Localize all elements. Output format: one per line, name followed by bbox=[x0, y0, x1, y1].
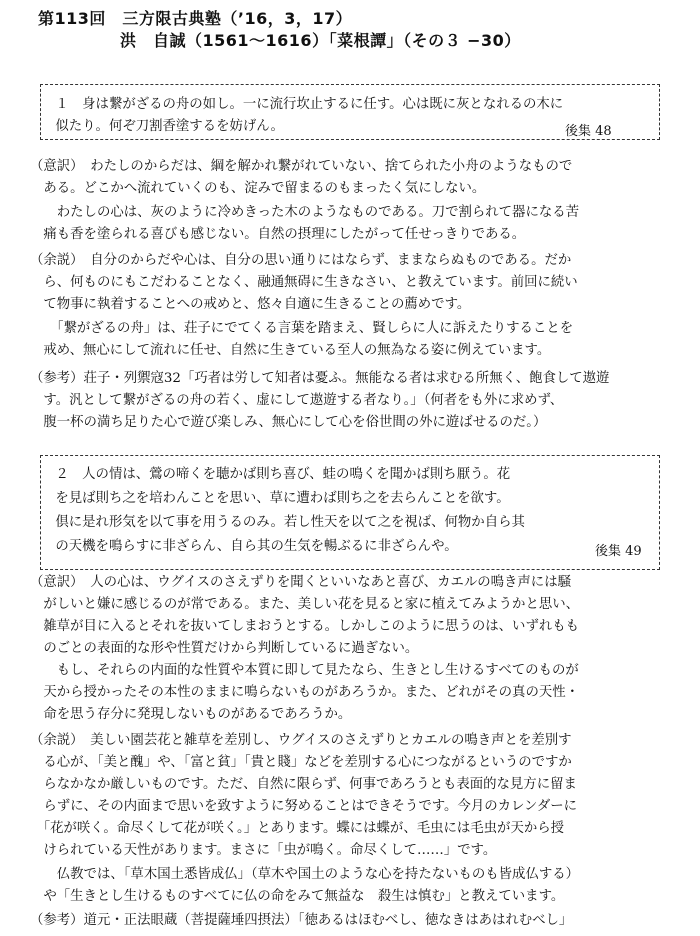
passage-2-commentary-line: らなかなか厳しいものです。ただ、自然に限らず、何事であろうとも表面的な見方に留ま bbox=[30, 777, 577, 792]
passage-2-commentary-line: 「花が咲く。命尽くして花が咲く。」とあります。蝶には蝶が、毛虫には毛虫が天から授 bbox=[30, 821, 565, 836]
passage-2-translation-line: もし、それらの内面的な性質や本質に即して見たなら、生きとし生けるすべてのものが bbox=[30, 663, 579, 678]
passage-2-commentary-line: らずに、その内面まで思いを致すように努めることはできそうです。今月のカレンダーに bbox=[30, 799, 578, 814]
passage-2-commentary-line: や「生きとし生けるものすべてに仏の命をみて無益な 殺生は慎む」と教えています。 bbox=[30, 889, 565, 904]
passage-2-translation-line: がしいと嫌に感じるのが常である。また、美しい花を見ると家に植えてみようかと思い、 bbox=[30, 597, 580, 612]
passage-1-reference-line: 腹一杯の満ち足りた心で遊び楽しみ、無心にして心を俗世間の外に遊ばせるのだ。） bbox=[30, 415, 547, 430]
passage-2-source: 後集 49 bbox=[595, 544, 642, 559]
passage-2-commentary-line: （余説） 美しい園芸花と雑草を差別し、ウグイスのさえずりとカエルの鳴き声とを差別す bbox=[30, 733, 572, 748]
passage-2-translation-line: 天から授かったその本性のままに鳴らないものがあろうか。また、どれがその真の天性・ bbox=[30, 685, 580, 700]
passage-2-commentary-line: る心が、「美と醜」や、「富と貧」「貴と賤」などを差別する心につながるというのですか bbox=[30, 755, 572, 770]
passage-1-translation-line: 痛も香を塗られる喜びも感じない。自然の摂理にしたがって任せっきりである。 bbox=[30, 227, 526, 242]
text-header: 洪 自誠（1561〜1616）「菜根譚」（その３ −30） bbox=[120, 31, 521, 50]
passage-1-reference-line: す。汎として繋がざるの舟の若く、虚にして遨遊する者なり。」（何者をも外に求めず、 bbox=[30, 393, 564, 408]
passage-2-line: を見ば則ち之を培わんことを思い、草に遭わば則ち之を去らんことを欲す。 bbox=[42, 491, 510, 506]
passage-2-translation-line: 雑草が目に入るとそれを抜いてしまおうとする。しかしこのように思うのは、いずれもも bbox=[30, 619, 580, 634]
passage-1-line: 似たり。何ぞ刀割香塗するを妨げん。 bbox=[42, 119, 284, 134]
passage-1-translation-line: わたしの心は、灰のように冷めきった木のようなものである。刀で割られて器になる苦 bbox=[30, 205, 580, 220]
passage-1-line: １ 身は繋がざるの舟の如し。一に流行坎止するに任す。心は既に灰となれるの木に bbox=[42, 97, 564, 112]
passage-1-commentary-line: 「繋がざるの舟」は、荘子にでてくる言葉を踏まえ、賢しらに人に訴えたりすることを bbox=[30, 321, 574, 336]
passage-1-translation-line: （意訳） わたしのからだは、綱を解かれ繋がれていない、捨てられた小舟のようなもので bbox=[30, 159, 573, 174]
lecture-header: 第113回 三方限古典塾（’16，3，17） bbox=[38, 9, 353, 28]
passage-2-line: 倶に是れ形気を以て事を用うるのみ。若し性天を以て之を視ば、何物か自ら其 bbox=[42, 515, 525, 530]
passage-1-translation-line: ある。どこかへ流れていくのも、淀みで留まるのもまったく気にしない。 bbox=[30, 181, 486, 196]
passage-2-translation-line: 命を思う存分に発現しないものがあるであろうか。 bbox=[30, 707, 352, 722]
passage-1-reference-line: （参考）荘子・列禦寇32「巧者は労して知者は憂ふ。無能なる者は求むる所無く、飽食して遨遊 bbox=[30, 371, 610, 386]
passage-2-translation-line: のごとの表面的な形や性質だけから判断しているに過ぎない。 bbox=[30, 641, 419, 656]
passage-2-line: ２ 人の情は、鶯の啼くを聴かば則ち喜び、蛙の鳴くを聞かば則ち厭う。花 bbox=[42, 467, 511, 482]
passage-2-translation-line: （意訳） 人の心は、ウグイスのさえずりを聞くといいなあと喜び、カエルの鳴き声には騒 bbox=[30, 575, 571, 590]
passage-2-reference-line: （参考）道元・正法眼蔵（菩提薩埵四摂法）「徳あるはほむべし、徳なきはあはれむべし」 bbox=[30, 913, 573, 928]
passage-2-line: の天機を鳴らすに非ざらん、自ら其の生気を暢ぶるに非ざらんや。 bbox=[42, 539, 458, 554]
passage-2-commentary-line: けられている天性があります。まさに「虫が鳴く。命尽くして……」です。 bbox=[30, 843, 497, 858]
passage-2-commentary-line: 仏教では、「草木国土悉皆成仏」（草木や国土のような心を持たないものも皆成仏する） bbox=[30, 867, 580, 882]
passage-1-commentary-line: 戒め、無心にして流れに任せ、自然に生きている至人の無為なる姿に例えています。 bbox=[30, 343, 551, 358]
passage-1-commentary-line: （余説） 自分のからだや心は、自分の思い通りにはならず、ままならぬものである。だか bbox=[30, 253, 572, 268]
passage-1-commentary-line: ら、何ものにもこだわることなく、融通無碍に生きなさい、と教えています。前回に続い bbox=[30, 275, 578, 290]
passage-1-commentary-line: て物事に執着することへの戒めと、悠々自適に生きることの薦めです。 bbox=[30, 297, 471, 312]
passage-1-source: 後集 48 bbox=[565, 124, 612, 139]
